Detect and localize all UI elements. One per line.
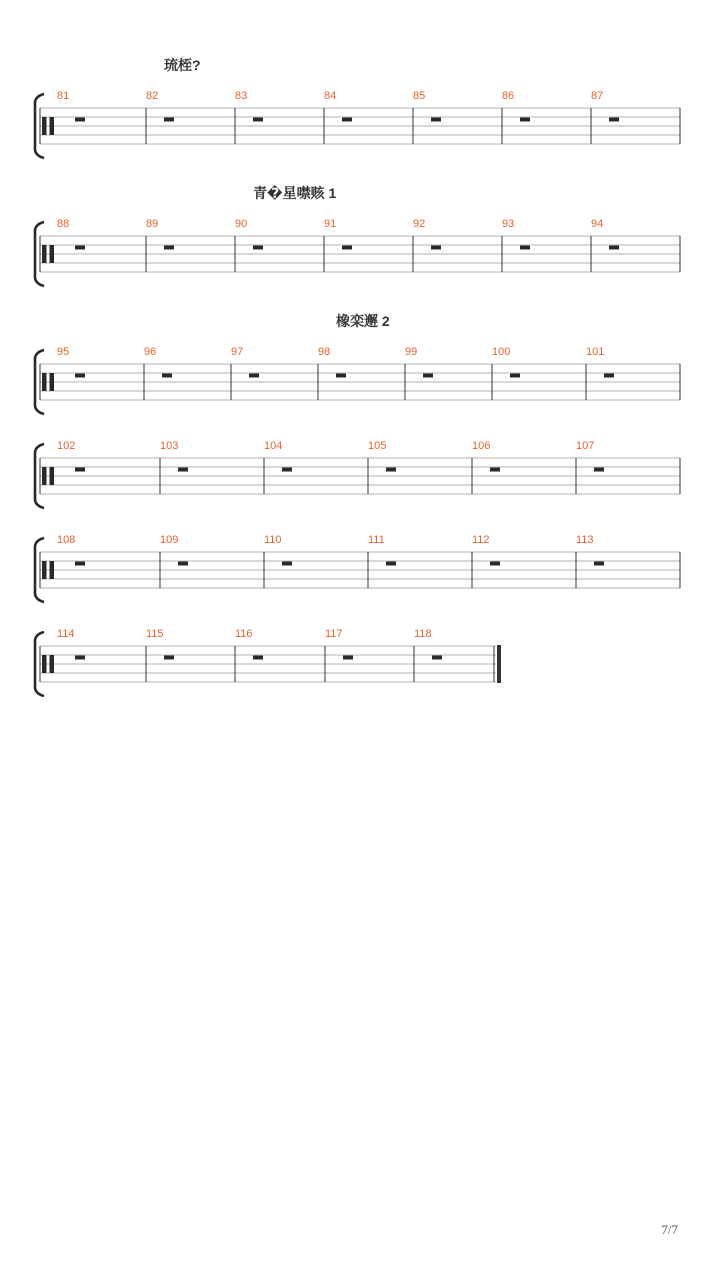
- measure-number: 113: [576, 534, 594, 546]
- measure-number: 94: [591, 218, 604, 230]
- percussion-clef-icon: [42, 117, 47, 135]
- whole-rest-icon: [178, 562, 188, 566]
- measure-number: 83: [235, 90, 248, 102]
- whole-rest-icon: [75, 246, 85, 250]
- measure-number: 117: [325, 628, 343, 640]
- whole-rest-icon: [282, 562, 292, 566]
- measure-number: 92: [413, 218, 426, 230]
- measure-number: 108: [57, 534, 76, 546]
- page-number: 7/7: [661, 1222, 678, 1237]
- whole-rest-icon: [253, 246, 263, 250]
- measure-number: 115: [146, 628, 164, 640]
- percussion-clef-icon: [42, 655, 47, 673]
- whole-rest-icon: [432, 656, 442, 660]
- measure-number: 82: [146, 90, 159, 102]
- percussion-clef-icon: [42, 561, 47, 579]
- final-barline-icon: [497, 645, 501, 683]
- measure-number: 91: [324, 218, 337, 230]
- measure-number: 104: [264, 440, 283, 452]
- whole-rest-icon: [510, 374, 520, 378]
- whole-rest-icon: [594, 468, 604, 472]
- whole-rest-icon: [162, 374, 172, 378]
- measure-number: 101: [586, 346, 605, 358]
- whole-rest-icon: [431, 118, 441, 122]
- measure-number: 114: [57, 628, 75, 640]
- measure-number: 106: [472, 440, 491, 452]
- whole-rest-icon: [609, 246, 619, 250]
- whole-rest-icon: [431, 246, 441, 250]
- whole-rest-icon: [342, 118, 352, 122]
- measure-number: 98: [318, 346, 331, 358]
- measure-number: 107: [576, 440, 595, 452]
- measure-number: 90: [235, 218, 248, 230]
- measure-number: 88: [57, 218, 70, 230]
- whole-rest-icon: [343, 656, 353, 660]
- whole-rest-icon: [75, 374, 85, 378]
- measure-number: 118: [414, 628, 432, 640]
- whole-rest-icon: [249, 374, 259, 378]
- whole-rest-icon: [75, 562, 85, 566]
- measure-number: 89: [146, 218, 159, 230]
- percussion-clef-icon: [42, 373, 47, 391]
- whole-rest-icon: [520, 118, 530, 122]
- percussion-clef-icon: [50, 373, 55, 391]
- measure-number: 81: [57, 90, 70, 102]
- whole-rest-icon: [604, 374, 614, 378]
- whole-rest-icon: [609, 118, 619, 122]
- measure-number: 105: [368, 440, 387, 452]
- section-label-chorus-2: 橡栾邂 2: [336, 313, 390, 329]
- measure-number: 102: [57, 440, 76, 452]
- whole-rest-icon: [282, 468, 292, 472]
- whole-rest-icon: [164, 118, 174, 122]
- measure-number: 87: [591, 90, 604, 102]
- whole-rest-icon: [164, 246, 174, 250]
- measure-number: 84: [324, 90, 337, 102]
- percussion-clef-icon: [50, 655, 55, 673]
- whole-rest-icon: [342, 246, 352, 250]
- percussion-clef-icon: [50, 245, 55, 263]
- measure-number: 116: [235, 628, 253, 640]
- measure-number: 111: [368, 534, 385, 546]
- measure-number: 112: [472, 534, 490, 546]
- whole-rest-icon: [520, 246, 530, 250]
- percussion-clef-icon: [50, 467, 55, 485]
- whole-rest-icon: [423, 374, 433, 378]
- percussion-clef-icon: [42, 467, 47, 485]
- measure-number: 96: [144, 346, 157, 358]
- percussion-clef-icon: [50, 561, 55, 579]
- section-label-verse-1: 青�星噤赅 1: [253, 185, 337, 201]
- whole-rest-icon: [386, 468, 396, 472]
- measure-number: 103: [160, 440, 179, 452]
- whole-rest-icon: [386, 562, 396, 566]
- whole-rest-icon: [75, 468, 85, 472]
- percussion-clef-icon: [50, 117, 55, 135]
- measure-number: 85: [413, 90, 426, 102]
- measure-number: 86: [502, 90, 515, 102]
- whole-rest-icon: [75, 656, 85, 660]
- section-label-intro: 琉桎?: [164, 57, 201, 73]
- measure-number: 99: [405, 346, 418, 358]
- measure-number: 97: [231, 346, 244, 358]
- whole-rest-icon: [164, 656, 174, 660]
- measure-number: 100: [492, 346, 511, 358]
- measure-number: 109: [160, 534, 179, 546]
- whole-rest-icon: [490, 562, 500, 566]
- whole-rest-icon: [75, 118, 85, 122]
- whole-rest-icon: [490, 468, 500, 472]
- measure-number: 110: [264, 534, 282, 546]
- whole-rest-icon: [253, 656, 263, 660]
- whole-rest-icon: [253, 118, 263, 122]
- measure-number: 95: [57, 346, 70, 358]
- whole-rest-icon: [178, 468, 188, 472]
- whole-rest-icon: [594, 562, 604, 566]
- whole-rest-icon: [336, 374, 346, 378]
- measure-number: 93: [502, 218, 515, 230]
- percussion-clef-icon: [42, 245, 47, 263]
